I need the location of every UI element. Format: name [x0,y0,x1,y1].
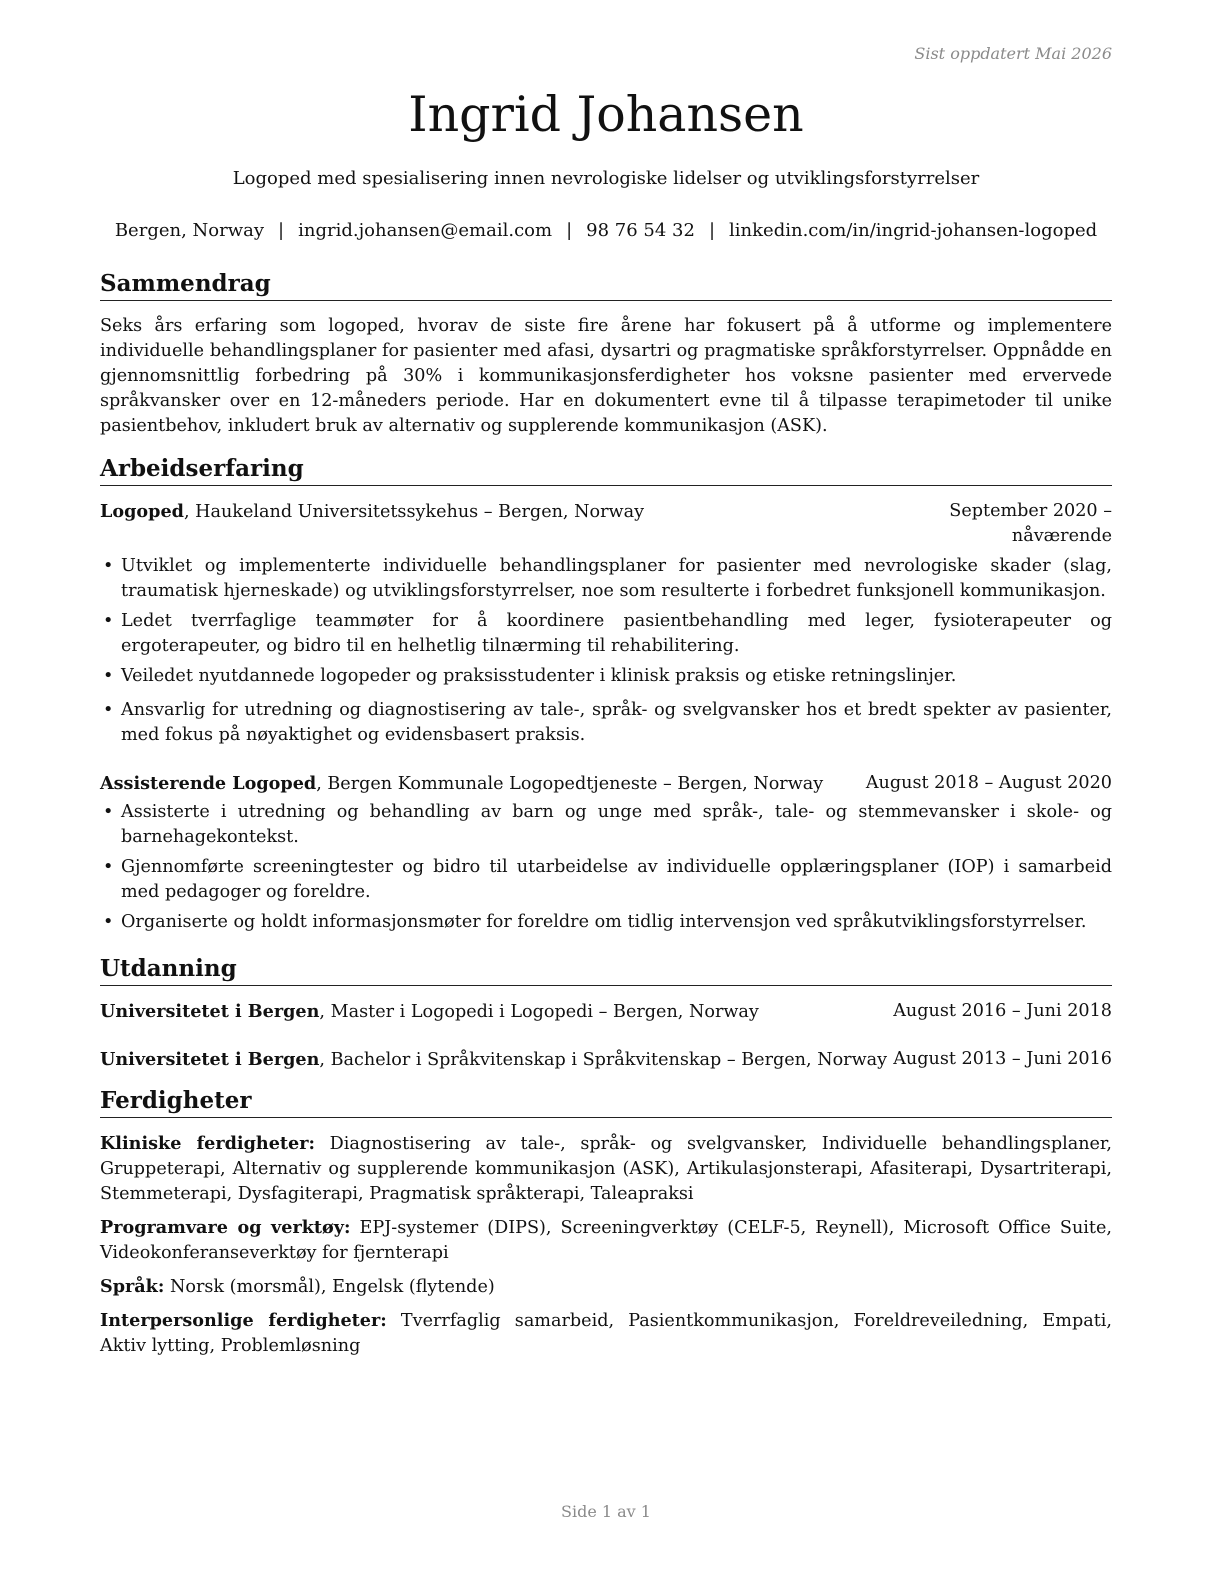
bullet-icon: • [103,700,114,720]
contact-separator: | [708,220,716,241]
bullet-icon: • [103,666,114,686]
candidate-name: Ingrid Johansen [408,86,804,143]
skill-label: Språk: [100,1276,165,1297]
list-item [100,698,1112,748]
list-item [100,609,1112,659]
bullet-icon: • [103,802,114,822]
contact-separator: | [278,220,285,241]
list-item [100,664,1112,689]
skill-text: Tverrfaglig samarbeid, Pasientkommunikasjon, Foreldreveiledning, Empati, Aktiv lytting, Problemløsning [100,1311,1112,1356]
page-number: Side 1 av 1 [561,1502,651,1521]
bullet-icon: • [103,857,114,877]
education-detail: , Master i Logopedi i Logopedi – Bergen, Norway [319,1002,759,1022]
contact-phone: 98 76 54 32 [586,220,695,241]
education-detail: , Bachelor i Språkvitenskap i Språkvitenskap – Bergen, Norway [319,1050,888,1070]
job-title-line [100,499,644,549]
job-title-line [100,771,823,797]
contact-separator: | [566,220,573,241]
skill-group [100,1308,1112,1359]
skill-group [100,1131,1112,1207]
job-bullets [100,554,1112,748]
last-updated: Sist oppdatert Mai 2026 [914,44,1112,63]
job-dates: September 2020 – nåværende [949,501,1112,546]
job-role: Assisterende Logoped [100,773,317,794]
skill-group [100,1274,1112,1300]
bullet-icon: • [103,611,114,631]
skill-label: Programvare og verktøy: [100,1217,351,1238]
education-title-line [100,999,759,1025]
section-title-summary: Sammendrag [100,270,1112,301]
education-dates: August 2016 – Juni 2018 [893,1001,1112,1021]
section-title-skills: Ferdigheter [100,1087,1112,1118]
bullet-icon: • [103,556,114,576]
job-header [100,499,1112,549]
job-role: Logoped [100,501,184,522]
job-header [100,771,1112,797]
skill-label: Interpersonlige ferdigheter: [100,1310,387,1331]
contact-line [100,220,1112,241]
contact-linkedin[interactable]: linkedin.com/in/ingrid-johansen-logoped [729,220,1098,241]
contact-email[interactable]: ingrid.johansen@email.com [298,220,553,241]
skill-label: Kliniske ferdigheter: [100,1133,315,1154]
section-title-experience: Arbeidserfaring [100,455,1112,486]
bullet-text: Ansvarlig for utredning og diagnostisering av tale-, språk- og svelgvansker hos et bredt spekter av pasienter, med fokus på nøyaktighet og evidensbasert praksis. [121,700,1112,745]
tagline: Logoped med spesialisering innen nevrologiske lidelser og utviklingsforstyrrelser [232,168,980,189]
bullet-text: Ledet tverrfaglige teammøter for å koordinere pasientbehandling med leger, fysioterapeuter og ergoterapeuter, og bidro til en helhetlig tilnærming til rehabilitering. [121,611,1112,656]
job-dates: August 2018 – August 2020 [865,773,1112,793]
skill-text: EPJ-systemer (DIPS), Screeningverktøy (CELF-5, Reynell), Microsoft Office Suite, Videokonferanseverktøy for fjernterapi [100,1218,1112,1263]
list-item [100,800,1112,850]
job-org: , Haukeland Universitetssykehus – Bergen, Norway [183,502,645,522]
education-entry [100,1047,1112,1073]
bullet-icon: • [103,912,114,932]
job-org: , Bergen Kommunale Logopedtjeneste – Bergen, Norway [316,774,824,794]
education-dates: August 2013 – Juni 2016 [893,1049,1112,1069]
list-item [100,910,1112,935]
bullet-text: Gjennomførte screeningtester og bidro til utarbeidelse av individuelle opplæringsplaner (IOP) i samarbeid med pedagoger og foreldre. [121,857,1112,902]
bullet-text: Assisterte i utredning og behandling av barn og unge med språk-, tale- og stemmevansker i skole- og barnehagekontekst. [121,802,1112,847]
summary-text: Seks års erfaring som logoped, hvorav de siste fire årene har fokusert på å utforme og implementere individuelle behandlingsplaner for pasienter med afasi, dysartri og pragmatiske språkforstyrrelser. Oppnådde en gjennomsnittlig forbedring på 30% i kommunikasjonsferdigheter hos voksne pasienter med ervervede språkvansker over en 12-måneders periode. Har en dokumentert evne til å tilpasse terapimetoder til unike pasientbehov, inkludert bruk av alternativ og supplerende kommunikasjon (ASK). [100,316,1112,436]
job-bullets [100,800,1112,935]
skill-text: Diagnostisering av tale-, språk- og svelgvansker, Individuelle behandlingsplaner, Gruppeterapi, Alternativ og supplerende kommunikasjon (ASK), Artikulasjonsterapi, Afasiterapi, Dysartriterapi, Stemmeterapi, Dysfagiterapi, Pragmatisk språkterapi, Taleapraksi [100,1134,1113,1204]
bullet-text: Veiledet nyutdannede logopeder og praksisstudenter i klinisk praksis og etiske retningslinjer. [121,666,957,686]
education-entry [100,999,1112,1025]
education-school: Universitetet i Bergen [100,1001,320,1022]
skill-text: Norsk (morsmål), Engelsk (flytende) [164,1277,495,1297]
list-item [100,554,1112,604]
list-item [100,855,1112,905]
bullet-text: Utviklet og implementerte individuelle behandlingsplaner for pasienter med nevrologiske skader (slag, traumatisk hjerneskade) og utviklingsforstyrrelser, noe som resulterte i forbedret funksjonell kommunikasjon. [121,556,1112,601]
contact-location: Bergen, Norway [114,220,265,241]
section-title-education: Utdanning [100,955,1112,986]
education-title-line [100,1047,887,1073]
bullet-text: Organiserte og holdt informasjonsmøter for foreldre om tidlig intervensjon ved språkutviklingsforstyrrelser. [121,912,1087,932]
education-school: Universitetet i Bergen [100,1049,320,1070]
skill-group [100,1215,1112,1266]
